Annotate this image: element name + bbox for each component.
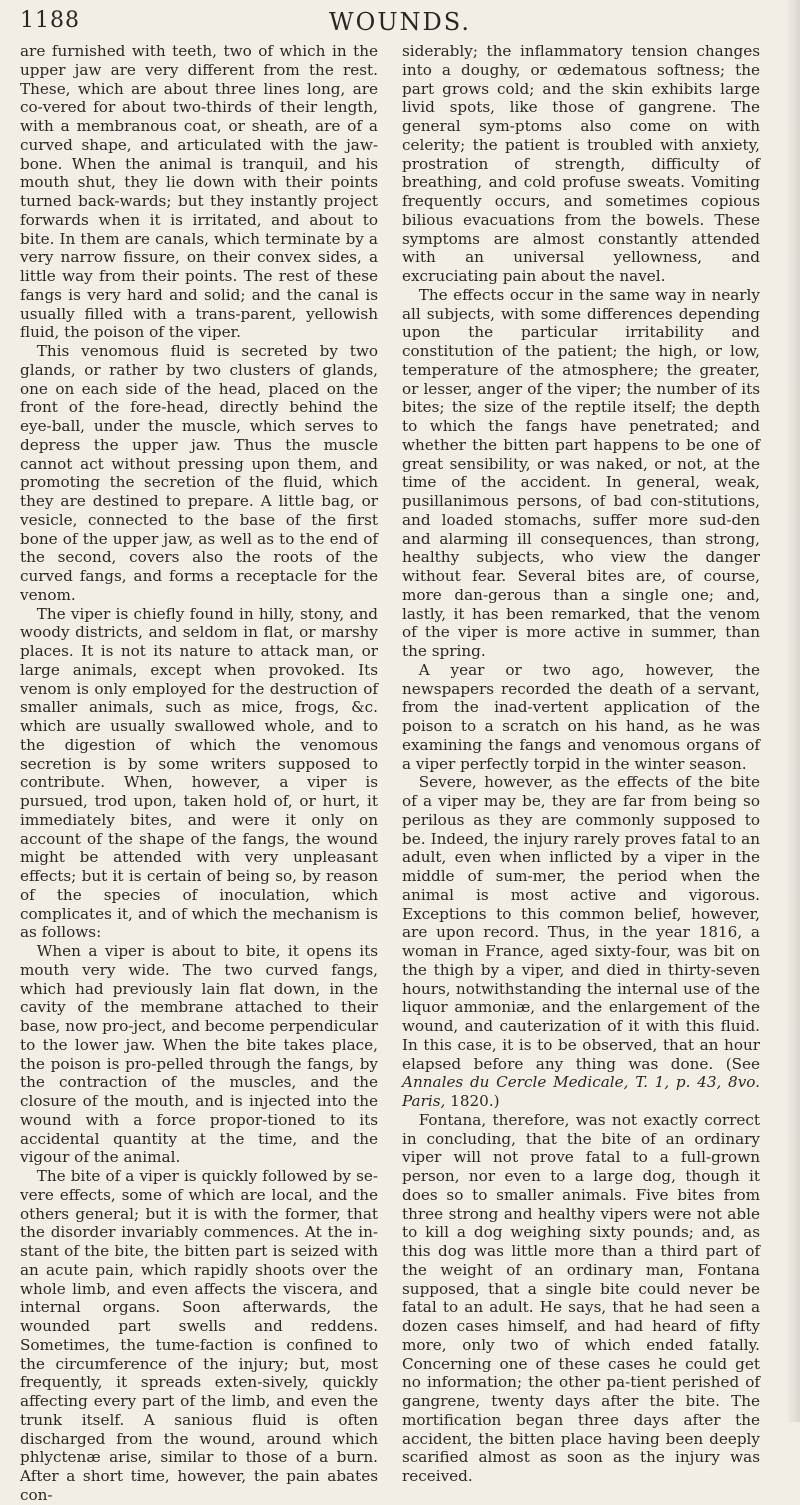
- paragraph: [402, 773, 760, 1111]
- paragraph: This venomous fluid is secreted by two glands, or rather by two clusters of glands, one on each side of the head, placed on the front of the fore-head, directly behind the eye-ball, under the muscle, which serves to depress the upper jaw. Thus the muscle cannot act without pressing upon them, and promoting the secretion of the fluid, which they are destined to prepare. A little bag, or vesicle, connected to the base of the first bone of the upper jaw, as well as to the end of the second, covers also the roots of the curved fangs, and forms a receptacle for the venom.: [20, 342, 378, 604]
- paragraph: siderably; the inflammatory tension changes into a doughy, or œdematous softness; the part grows cold; and the skin exhibits large livid spots, like those of gangrene. The general sym-ptoms also come on with celerity; the patient is troubled with anxiety, prostration of strength, difficulty of breathing, and cold profuse sweats. Vomiting frequently occurs, and sometimes copious bilious evacuations from the bowels. These symptoms are almost constantly attended with an universal yellowness, and excruciating pain about the navel.: [402, 42, 760, 285]
- paragraph-text: 1820.): [445, 1092, 500, 1110]
- paragraph: The effects occur in the same way in nearly all subjects, with some differences depending upon the particular irritability and constitution of the patient; the high, or low, temperature of the atmosphere; the greater, or lesser, anger of the viper; the number of its bites; the size of the reptile itself; the depth to which the fangs have penetrated; and whether the bitten part happens to be one of great sensibility, or was naked, or not, at the time of the accident. In general, weak, pusillanimous persons, of bad con-stitutions, and loaded stomachs, suffer more sud-den and alarming ill consequences, than strong, healthy subjects, who view the danger without fear. Several bites are, of course, more dan-gerous than a single one; and, lastly, it has been remarked, that the venom of the viper is more active in summer, than the spring.: [402, 285, 760, 660]
- paragraph: Fontana, therefore, was not exactly correct in concluding, that the bite of an ordinary viper will not prove fatal to a full-grown person, nor even to a large dog, though it does so to smaller animals. Five bites from three strong and healthy vipers were not able to kill a dog weighing sixty pounds; and, as this dog was little more than a third part of the weight of an ordinary man, Fontana supposed, that a single bite could never be fatal to an adult. He says, that he had seen a dozen cases himself, and had heard of fifty more, only two of which ended fatally. Concerning one of these cases he could get no information; the other pa-tient perished of gangrene, twenty days after the bite. The mortification began three days after the accident, the bitten place having been deeply scarified almost as soon as the injury was received.: [402, 1110, 760, 1485]
- right-column: [402, 42, 760, 1485]
- paragraph: When a viper is about to bite, it opens its mouth very wide. The two curved fangs, which had previously lain flat down, in the cavity of the membrane attached to their base, now pro-ject, and become perpendicular to the lower jaw. When the bite takes place, the poison is pro-pelled through the fangs, by the contraction of the muscles, and the closure of the mouth, and is injected into the wound with a force propor-tioned to its accidental quantity at the time, and the vigour of the animal.: [20, 942, 378, 1167]
- paragraph: The viper is chiefly found in hilly, stony, and woody districts, and seldom in flat, or marshy places. It is not its nature to attack man, or large animals, except when provoked. Its venom is only employed for the destruction of smaller animals, such as mice, frogs, &c. which are usually swallowed whole, and to the digestion of which the venomous secretion is by some writers supposed to contribute. When, however, a viper is pursued, trod upon, taken hold of, or hurt, it immediately bites, and were it only on account of the shape of the fangs, the wound might be attended with very unpleasant effects; but it is certain of being so, by reason of the species of inoculation, which complicates it, and of which the mechanism is as follows:: [20, 604, 378, 942]
- paragraph: The bite of a viper is quickly followed by se-vere effects, some of which are local, and the others general; but it is with the former, that the disorder invariably commences. At the in-stant of the bite, the bitten part is seized with an acute pain, which rapidly shoots over the whole limb, and even affects the viscera, and internal organs. Soon afterwards, the wounded part swells and reddens. Sometimes, the tume-faction is confined to the circumference of the injury; but, most frequently, it spreads exten-sively, quickly affecting every part of the limb, and even the trunk itself. A sanious fluid is often discharged from the wound, around which phlyctenæ arise, similar to those of a burn. After a short time, however, the pain abates con-: [20, 1167, 378, 1504]
- paragraph: are furnished with teeth, two of which in the upper jaw are very different from the rest. These, which are about three lines long, are co-vered for about two-thirds of their length, with a membranous coat, or sheath, are of a curved shape, and articulated with the jaw-bone. When the animal is tranquil, and his mouth shut, they lie down with their points turned back-wards; but they instantly project forwards when it is irritated, and about to bite. In them are canals, which terminate by a very narrow fissure, on their convex sides, a little way from their points. The rest of these fangs is very hard and solid; and the canal is usually filled with a trans-parent, yellowish fluid, the poison of the viper.: [20, 42, 378, 342]
- page-edge-shadow: [786, 0, 800, 1422]
- running-head: WOUNDS.: [328, 8, 472, 36]
- citation: Annales du Cercle Medicale, T. 1, p. 43, 8vo. Paris,: [402, 1073, 760, 1110]
- paragraph: A year or two ago, however, the newspapers recorded the death of a servant, from the inad-vertent application of the poison to a scratch on his hand, as he was examining the fangs and venomous organs of a viper perfectly torpid in the winter season.: [402, 660, 760, 773]
- page-number: 1188: [20, 8, 80, 33]
- page-header: [20, 6, 780, 36]
- paragraph-text: Severe, however, as the effects of the bite of a viper may be, they are far from being so perilous as they are commonly supposed to be. Indeed, the injury rarely proves fatal to an adult, even when inflicted by a viper in the middle of sum-mer, the period when the animal is most active and vigorous. Exceptions to this common belief, however, are upon record. Thus, in the year 1816, a woman in France, aged sixty-four, was bit on the thigh by a viper, and died in thirty-seven hours, notwithstanding the internal use of the liquor ammoniæ, and the enlargement of the wound, and cauterization of it with this fluid. In this case, it is to be observed, that an hour elapsed before any thing was done. (See: [402, 773, 760, 1073]
- left-column: [20, 42, 378, 1504]
